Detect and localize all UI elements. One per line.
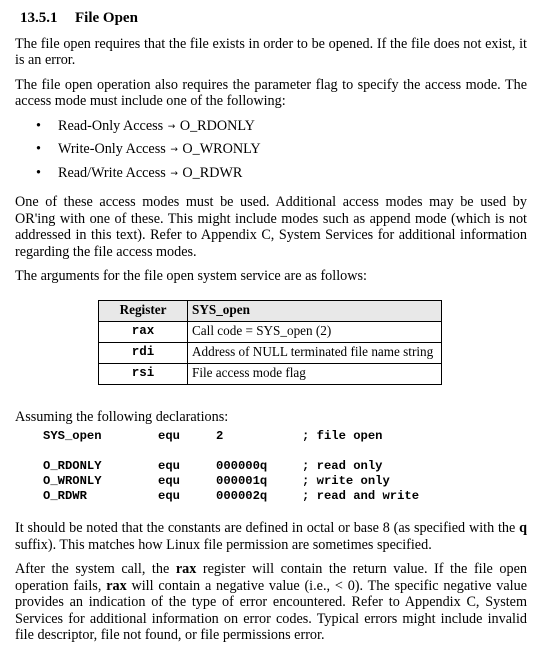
mode-flag: O_WRONLY: [182, 141, 261, 157]
code-value: 000000q: [216, 459, 268, 473]
code-line: [43, 429, 527, 444]
code-line: [43, 474, 527, 489]
mode-label: Read-Only Access: [58, 117, 164, 134]
table-row: [99, 342, 442, 363]
document-page: [15, 6, 527, 652]
list-item: [15, 118, 527, 142]
emphasis-rax: rax: [175, 561, 197, 577]
list-item: [15, 141, 527, 165]
paragraph-return-value: [15, 561, 527, 644]
arguments-table: [98, 300, 442, 385]
paragraph-access-mode: The file open operation also requires the parameter flag to specify the access mode. The access mode must include one of the following:: [15, 76, 527, 109]
register-cell: rax: [99, 321, 188, 342]
list-item: [15, 165, 527, 189]
arrow-right-icon: →: [167, 121, 176, 132]
text-run: It should be noted that the constants are defined in octal or base 8 (as specified with the: [15, 520, 520, 536]
mode-label: Write-Only Access: [58, 141, 166, 157]
code-blank-line: [43, 444, 527, 459]
section-heading: [20, 10, 527, 27]
access-mode-list: [15, 118, 527, 189]
code-value: 000001q: [216, 474, 268, 488]
code-line: [43, 459, 527, 474]
code-comment: ; read only: [302, 459, 383, 473]
emphasis-rax: rax: [106, 577, 127, 594]
code-value: 000002q: [216, 489, 268, 503]
description-cell: Call code = SYS_open (2): [188, 321, 442, 342]
paragraph-arguments-intro: The arguments for the file open system service are as follows:: [15, 268, 367, 284]
column-header-sys-open: SYS_open: [188, 300, 442, 321]
code-comment: ; write only: [302, 474, 390, 488]
code-block: [43, 429, 527, 504]
code-symbol: O_RDONLY: [43, 459, 102, 473]
table-row: [99, 321, 442, 342]
description-cell: Address of NULL terminated file name string: [188, 342, 442, 363]
mode-flag: O_RDWR: [182, 164, 243, 181]
paragraph-octal-note: [15, 520, 527, 553]
table-header-row: [99, 300, 442, 321]
text-run: will contain a negative value (i.e., < 0). The specific negative value provides an indication of the type of error encountered. Refer to Appendix C, System Services for additional information on error codes. Typical errors might include invalid file descriptor, file not found, or file permissions error.: [15, 577, 527, 643]
register-cell: rdi: [99, 342, 188, 363]
arrow-right-icon: →: [170, 168, 178, 179]
code-directive: equ: [158, 474, 180, 488]
section-title: File Open: [75, 10, 138, 26]
code-directive: equ: [158, 489, 180, 503]
section-number: 13.5.1: [20, 10, 58, 26]
paragraph-declarations-intro: Assuming the following declarations:: [15, 408, 229, 425]
code-line: [43, 489, 527, 504]
text-run: After the system call, the: [15, 561, 176, 577]
arrow-right-icon: →: [170, 145, 178, 155]
description-cell: File access mode flag: [188, 363, 442, 384]
table-row: [99, 363, 442, 384]
bullet-icon: •: [36, 117, 41, 134]
code-value: 2: [216, 429, 224, 443]
code-symbol: SYS_open: [43, 429, 102, 443]
register-cell: rsi: [99, 363, 188, 384]
text-run: suffix). This matches how Linux file permission are sometimes specified.: [15, 536, 432, 553]
column-header-register: Register: [99, 300, 188, 321]
mode-label: Read/Write Access: [58, 164, 166, 181]
code-symbol: O_WRONLY: [43, 474, 102, 488]
paragraph-additional-modes: One of these access modes must be used. Additional access modes may be used by OR'ing with one of these. This might include modes such as append mode (which is not addressed in this text). Refer to Appendix C, System Services for additional information regarding the file access modes.: [15, 194, 527, 260]
code-symbol: O_RDWR: [43, 489, 87, 503]
bullet-icon: •: [36, 164, 41, 181]
code-comment: ; read and write: [302, 489, 420, 503]
text-run: register will contain the return value. If the file open operation fails,: [15, 561, 527, 594]
paragraph-file-exists: The file open requires that the file exists in order to be opened. If the file does not exist, it is an error.: [15, 35, 527, 68]
code-comment: ; file open: [302, 429, 383, 443]
emphasis-q: q: [519, 520, 527, 536]
code-directive: equ: [158, 429, 180, 443]
bullet-icon: •: [36, 141, 41, 157]
code-directive: equ: [158, 459, 180, 473]
mode-flag: O_RDONLY: [179, 117, 255, 134]
